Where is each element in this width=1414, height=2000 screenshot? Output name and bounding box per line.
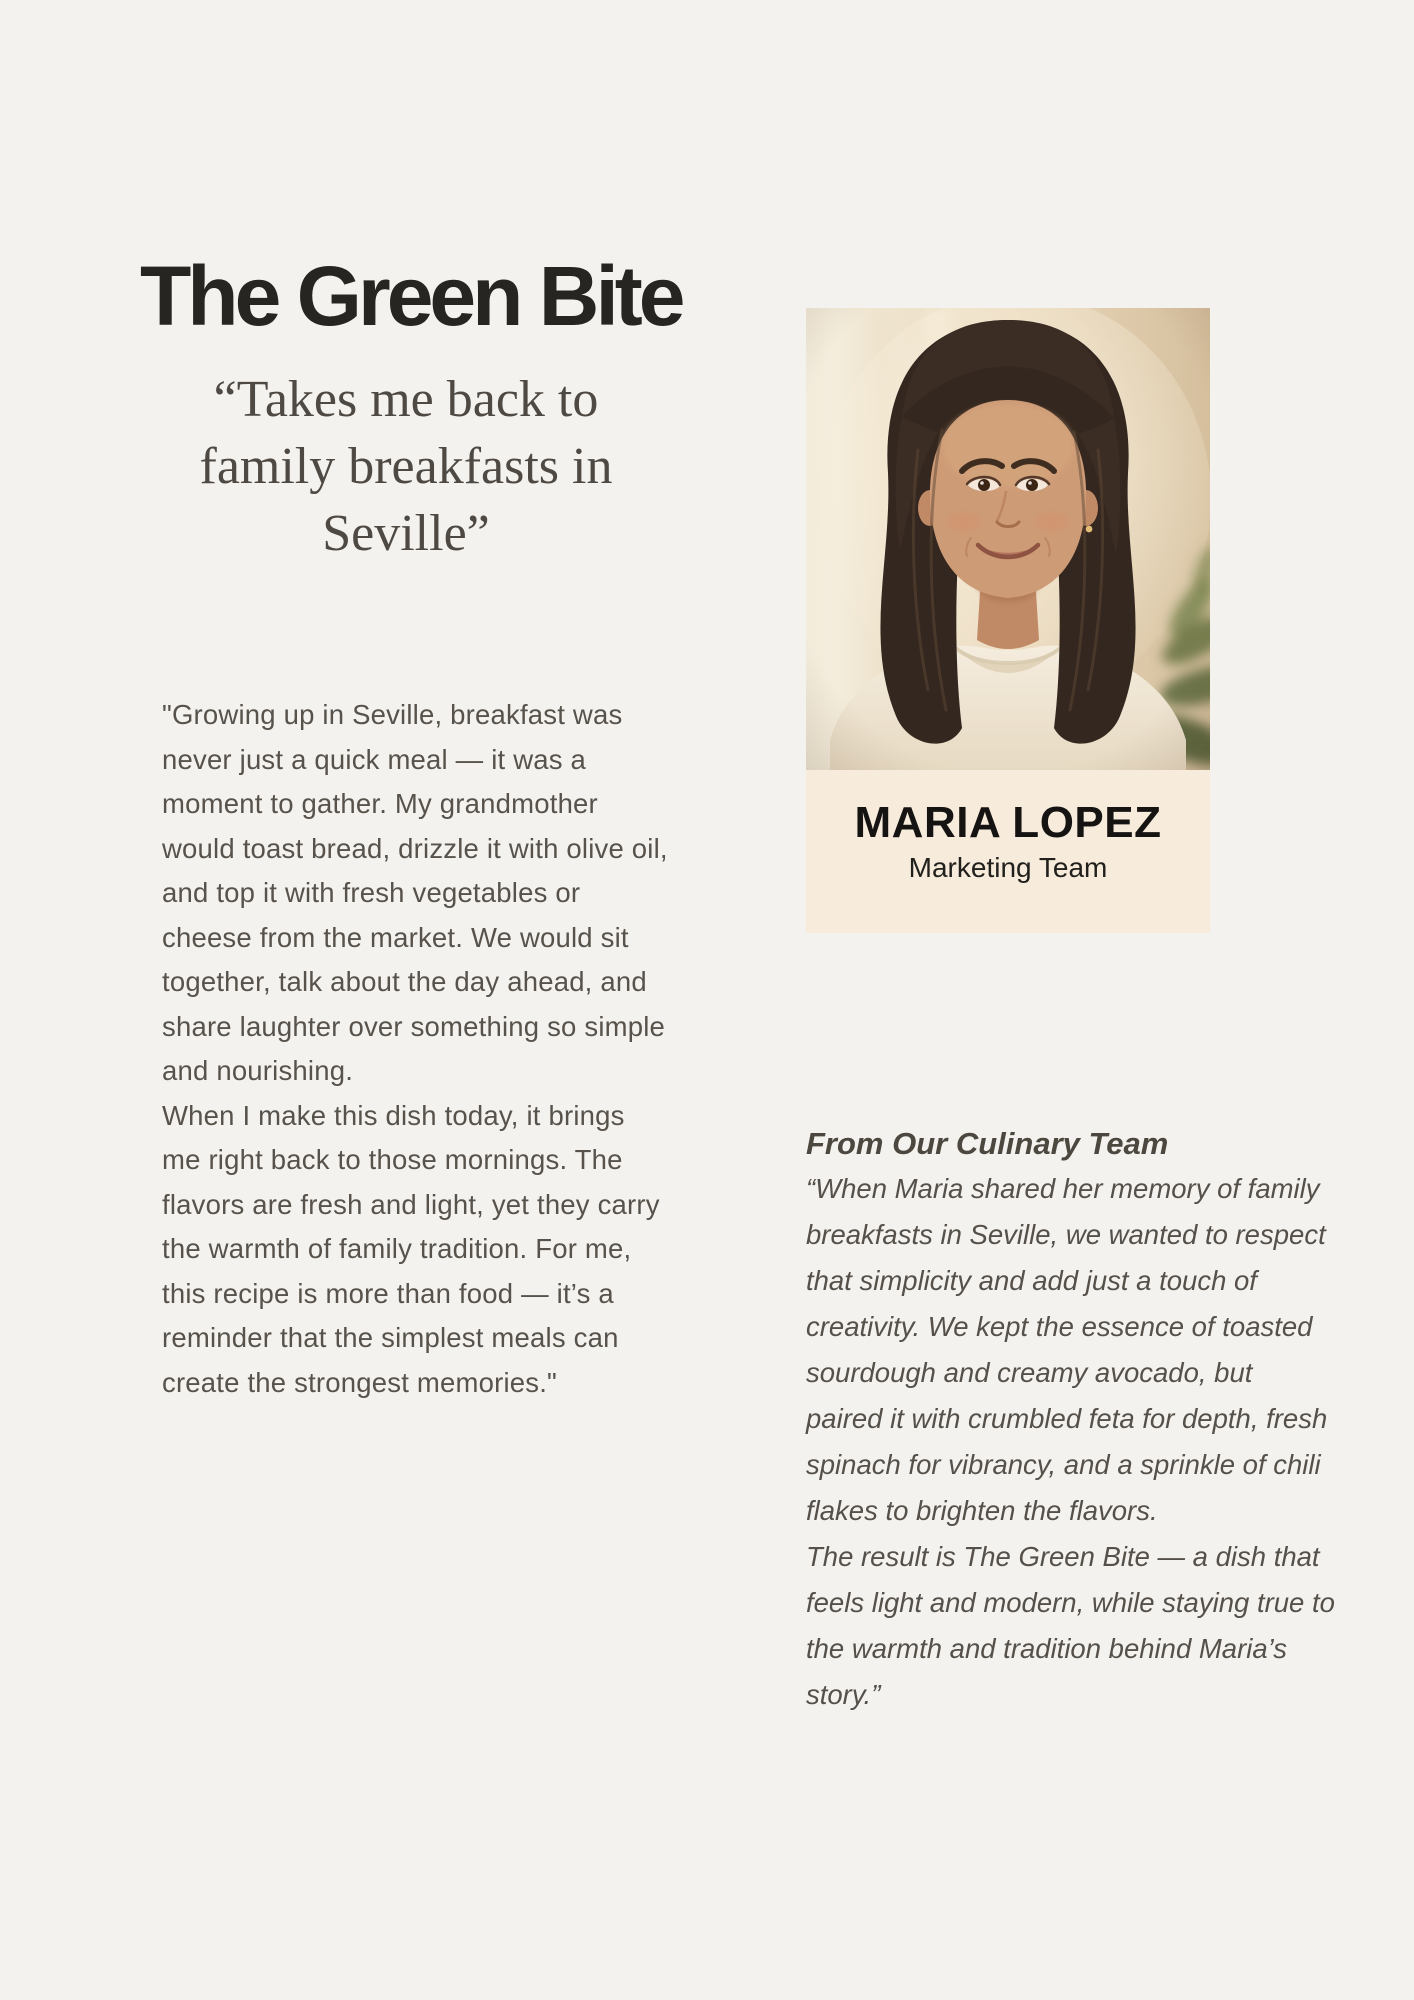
profile-name: MARIA LOPEZ — [854, 798, 1162, 847]
culinary-note-heading: From Our Culinary Team — [806, 1126, 1169, 1161]
culinary-note-paragraph-2: The result is The Green Bite — a dish that feels light and modern, while staying true to the warmth and tradition behind Maria’s story.” — [806, 1541, 1335, 1710]
culinary-note — [806, 1122, 1336, 1718]
culinary-note-paragraph-1: “When Maria shared her memory of family breakfasts in Seville, we wanted to respect that simplicity and add just a touch of creativity. We kept the essence of toasted sourdough and creamy avocado, but paired it with crumbled feta for depth, fresh spinach for vibrancy, and a sprinkle of chili flakes to brighten the flavors. — [806, 1173, 1328, 1526]
story-paragraph-1: "Growing up in Seville, breakfast was never just a quick meal — it was a moment to gather. My grandmother would toast bread, drizzle it with olive oil, and top it with fresh vegetables or cheese from the market. We would sit together, talk about the day ahead, and share laughter over something so simple and nourishing. — [162, 699, 668, 1086]
maria-portrait-photo — [806, 308, 1210, 770]
photo-vignette — [806, 308, 1210, 770]
pull-quote: “Takes me back to family breakfasts in Seville” — [199, 371, 613, 562]
maria-story — [162, 693, 670, 1405]
profile-name-card — [806, 770, 1210, 933]
culinary-note-body — [806, 1166, 1336, 1718]
story-paragraph-2: When I make this dish today, it brings me right back to those mornings. The flavors are fresh and light, yet they carry the warmth of family tradition. For me, this recipe is more than food — it’s a reminder that the simplest meals can create the strongest memories." — [162, 1099, 660, 1398]
profile-role: Marketing Team — [908, 852, 1108, 883]
page-title: The Green Bite — [140, 249, 682, 344]
